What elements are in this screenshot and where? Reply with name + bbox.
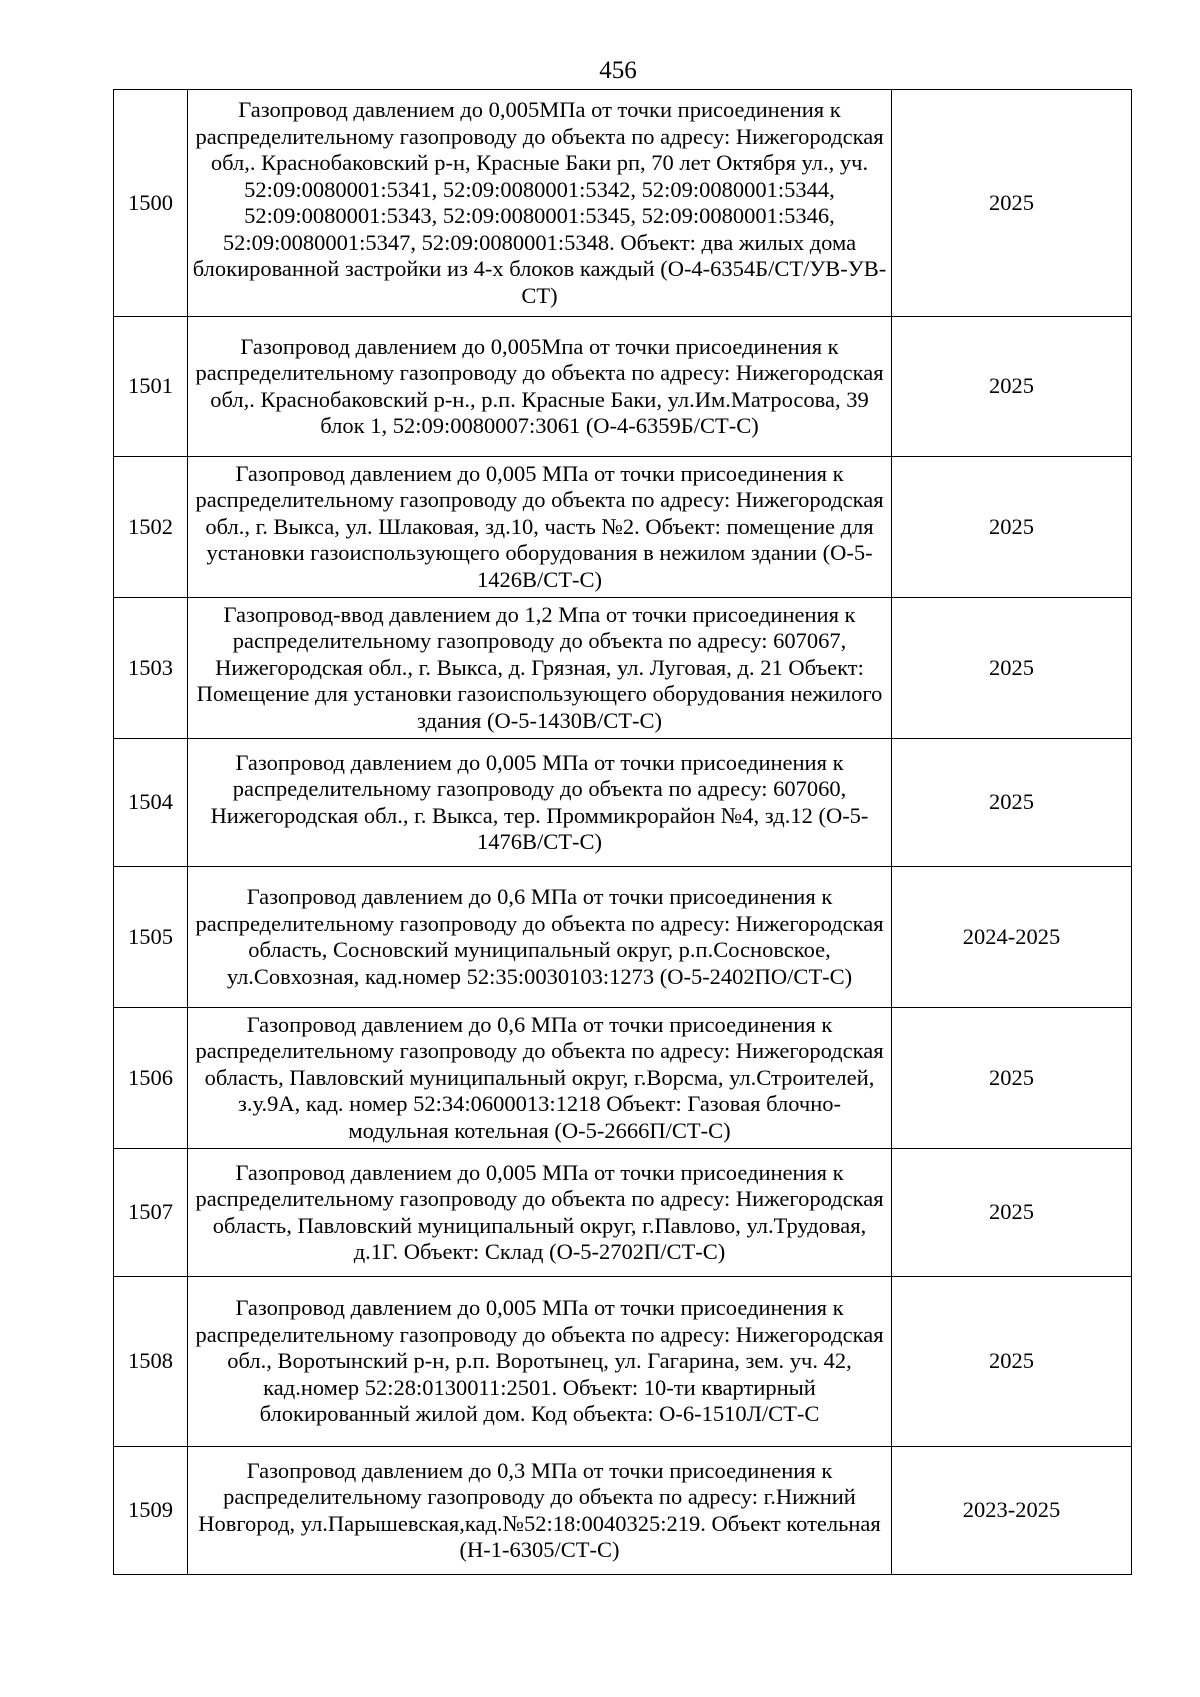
- row-description: [188, 739, 892, 867]
- table-row: [114, 457, 1132, 598]
- row-number: 1505: [114, 867, 188, 1008]
- row-year: 2025: [892, 1149, 1132, 1277]
- row-number: 1502: [114, 457, 188, 598]
- objects-table: [113, 89, 1132, 1575]
- row-description: [188, 598, 892, 739]
- table-row: [114, 90, 1132, 317]
- row-number: 1509: [114, 1447, 188, 1575]
- row-year: 2025: [892, 457, 1132, 598]
- row-year: 2025: [892, 739, 1132, 867]
- row-number: 1506: [114, 1008, 188, 1149]
- row-year: 2025: [892, 1277, 1132, 1447]
- row-number: 1504: [114, 739, 188, 867]
- description-text: Газопровод давлением до 0,005 МПа от точки присоединения к распределительному газопроводу до объекта по адресу: Нижегородская обл., Воротынский р-н, р.п. Воротынец, ул. Гагарина, зем. уч. 42, кад.номер 52:28:0130011:2501. Объект: 10-ти квартирный блокированный жилой дом. Код объекта: О-6-1510Л/СТ-С: [195, 1295, 884, 1427]
- row-year: 2025: [892, 90, 1132, 317]
- row-description: [188, 867, 892, 1008]
- row-year: 2025: [892, 317, 1132, 457]
- row-description: [188, 317, 892, 457]
- row-year: 2023-2025: [892, 1447, 1132, 1575]
- description-text: Газопровод давлением до 0,6 МПа от точки присоединения к распределительному газопроводу до объекта по адресу: Нижегородская область, Сосновский муниципальный округ, р.п.Сосновское, ул.Совхозная, кад.номер 52:35:0030103:1273 (О-5-2402ПО/СТ-С): [195, 884, 884, 989]
- table-row: [114, 867, 1132, 1008]
- row-number: 1508: [114, 1277, 188, 1447]
- description-text: Газопровод давлением до 0,005МПа от точки присоединения к распределительному газопроводу до объекта по адресу: Нижегородская обл,. Краснобаковский р-н, Красные Баки рп, 70 лет Октября ул., уч. 52:09:0080001:5341, 52:09:0080001:5342, 52:09:0080001:5344, 52:09:0080001:5343, 52:09:0080001:5345, 52:09:0080001:5346, 52:09:0080001:5347, 52:09:0080001:5348. Объект: два жилых дома блокированной застройки из 4-х блоков каждый (О-4-6354Б/СТ/УВ-УВ-СТ): [192, 97, 887, 308]
- table-row: [114, 1447, 1132, 1575]
- row-year: 2025: [892, 598, 1132, 739]
- row-description: [188, 90, 892, 317]
- row-number: 1500: [114, 90, 188, 317]
- description-text: Газопровод давлением до 0,005 МПа от точки присоединения к распределительному газопроводу до объекта по адресу: Нижегородская обл., г. Выкса, ул. Шлаковая, зд.10, часть №2. Объект: помещение для установки газоиспользующего оборудования в нежилом здании (О-5-1426В/СТ-С): [195, 460, 884, 592]
- row-description: [188, 1277, 892, 1447]
- row-year: 2025: [892, 1008, 1132, 1149]
- table-row: [114, 317, 1132, 457]
- description-text: Газопровод давлением до 0,005 МПа от точки присоединения к распределительному газопроводу до объекта по адресу: Нижегородская область, Павловский муниципальный округ, г.Павлово, ул.Трудовая, д.1Г. Объект: Склад (О-5-2702П/СТ-С): [195, 1159, 884, 1264]
- description-text: Газопровод-ввод давлением до 1,2 Мпа от точки присоединения к распределительному газопроводу до объекта по адресу: 607067, Нижегородская обл., г. Выкса, д. Грязная, ул. Луговая, д. 21 Объект: Помещение для установки газоиспользующего оборудования нежилого здания (О-5-1430В/СТ-С): [196, 601, 883, 733]
- table-row: [114, 1277, 1132, 1447]
- row-number: 1501: [114, 317, 188, 457]
- row-year: 2024-2025: [892, 867, 1132, 1008]
- description-text: Газопровод давлением до 0,005 МПа от точки присоединения к распределительному газопроводу до объекта по адресу: 607060, Нижегородская обл., г. Выкса, тер. Проммикрорайон №4, зд.12 (О-5-1476В/СТ-С): [210, 749, 869, 854]
- row-number: 1503: [114, 598, 188, 739]
- row-number: 1507: [114, 1149, 188, 1277]
- table-row: [114, 598, 1132, 739]
- row-description: [188, 1447, 892, 1575]
- description-text: Газопровод давлением до 0,005Мпа от точки присоединения к распределительному газопроводу до объекта по адресу: Нижегородская обл,. Краснобаковский р-н., р.п. Красные Баки, ул.Им.Матросова, 39 блок 1, 52:09:0080007:3061 (О-4-6359Б/СТ-С): [195, 333, 884, 438]
- table-row: [114, 1008, 1132, 1149]
- row-description: [188, 457, 892, 598]
- page-number: 456: [599, 57, 637, 84]
- row-description: [188, 1008, 892, 1149]
- table-row: [114, 1149, 1132, 1277]
- description-text: Газопровод давлением до 0,3 МПа от точки присоединения к распределительному газопроводу до объекта по адресу: г.Нижний Новгород, ул.Парышевская,кад.№52:18:0040325:219. Объект котельная (Н-1-6305/СТ-С): [198, 1457, 881, 1562]
- table-row: [114, 739, 1132, 867]
- row-description: [188, 1149, 892, 1277]
- description-text: Газопровод давлением до 0,6 МПа от точки присоединения к распределительному газопроводу до объекта по адресу: Нижегородская область, Павловский муниципальный округ, г.Ворсма, ул.Строителей, з.у.9А, кад. номер 52:34:0600013:1218 Объект: Газовая блочно-модульная котельная (О-5-2666П/СТ-С): [195, 1011, 884, 1143]
